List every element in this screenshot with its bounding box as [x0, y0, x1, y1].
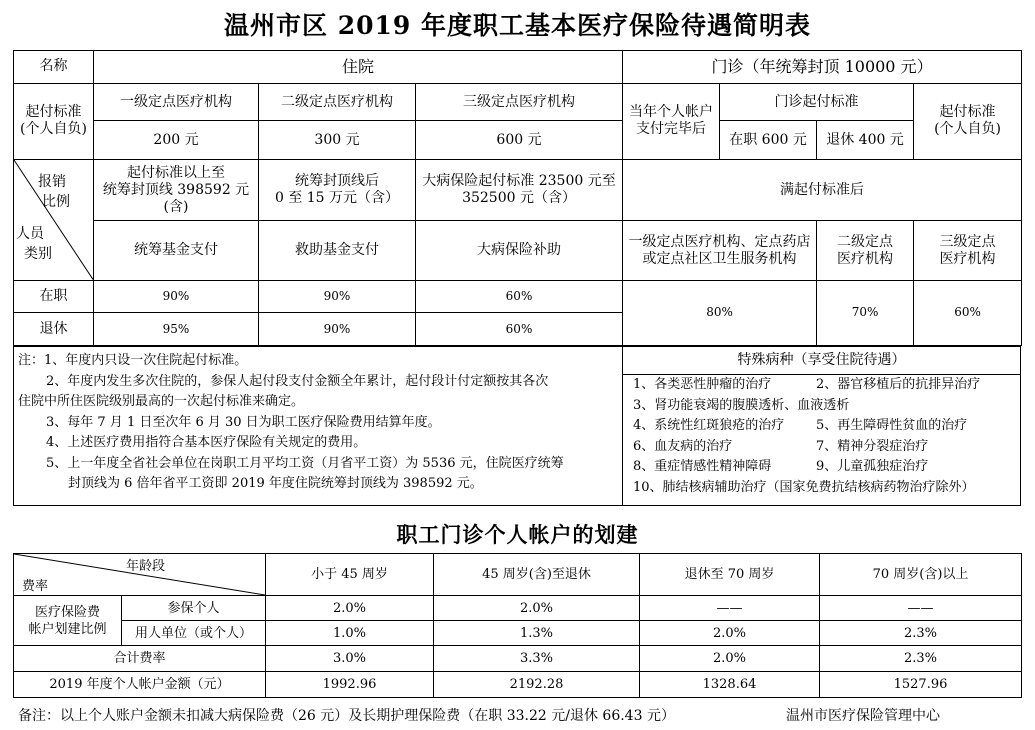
insured-value-3: ——: [640, 596, 820, 621]
working-rate-1: 90%: [94, 280, 259, 313]
notes-section: [13, 346, 622, 506]
diag-category: 类别: [24, 246, 52, 263]
amount-value-2: 2192.28: [434, 672, 640, 698]
age-group-2: 45 周岁(含)至退休: [434, 554, 640, 596]
working-rate-3: 60%: [416, 280, 623, 313]
insured-label: 参保个人: [122, 596, 266, 621]
working-label: 在职: [14, 280, 94, 313]
special-diseases: [622, 346, 1021, 506]
insured-value-4: ——: [820, 596, 1022, 621]
op-level3: 三级定点 医疗机构: [914, 221, 1022, 280]
retired-label: 退休: [14, 313, 94, 346]
special-row: 10、肺结核病辅助治疗（国家免费抗结核病药物治疗除外）: [633, 479, 975, 495]
note-line: 注：1、年度内只设一次住院起付标准。: [18, 353, 248, 368]
fund-relief: 救助基金支付: [259, 221, 416, 280]
diag-reimburse: 报销: [38, 174, 66, 191]
footer: [18, 705, 1018, 725]
note-line: 3、每年 7 月 1 日至次年 6 月 30 日为职工医疗保险费用结算年度。: [46, 414, 441, 430]
special-row: 8、重症情感性精神障碍 9、儿童孤独症治疗: [633, 459, 929, 474]
footer-org: 温州市医疗保险管理中心: [786, 708, 940, 724]
special-row: 3、肾功能衰竭的腹膜透析、血液透析: [633, 397, 850, 413]
level1-label: 一级定点医疗机构: [94, 83, 259, 121]
fund-pool: 统筹基金支付: [94, 221, 259, 280]
special-title: 特殊病种（享受住院待遇）: [623, 347, 1020, 375]
amount-label: 2019 年度个人帐户金额（元）: [14, 672, 266, 698]
op-level1: 一级定点医疗机构、定点药店 或定点社区卫生服务机构: [623, 221, 817, 280]
age-rate-header: [14, 554, 266, 596]
diag-person: 人员: [16, 226, 44, 243]
rate-header: 费率: [22, 579, 49, 594]
op-rate-3: 60%: [914, 280, 1022, 345]
inpatient-header: 住院: [94, 51, 623, 84]
fund-major-illness: 大病保险补助: [416, 221, 623, 280]
op-working-threshold: 在职 600 元: [720, 121, 817, 160]
retired-rate-1: 95%: [94, 313, 259, 346]
age-group-3: 退休至 70 周岁: [640, 554, 820, 596]
note-line: 2、年度内发生多次住院的，参保人起付段支付金额全年累计，起付段计付定额按其各次: [46, 373, 549, 389]
level3-label: 三级定点医疗机构: [416, 83, 623, 121]
level2-amount: 300 元: [259, 121, 416, 160]
name-label: 名称: [14, 51, 94, 84]
op-self-label: 起付标准 (个人自负): [914, 83, 1022, 160]
note-line: 4、上述医疗费用指符合基本医疗保险有关规定的费用。: [46, 435, 367, 450]
total-value-4: 2.3%: [820, 646, 1022, 672]
insured-value-1: 2.0%: [266, 596, 434, 621]
op-rate-1: 80%: [623, 280, 817, 345]
total-value-2: 3.3%: [434, 646, 640, 672]
outpatient-header: 门诊（年统筹封顶 10000 元）: [623, 51, 1022, 84]
threshold-label: 起付标准 (个人自负): [14, 83, 94, 160]
diagonal-header: [14, 160, 94, 280]
level2-label: 二级定点医疗机构: [259, 83, 416, 121]
employer-value-1: 1.0%: [266, 621, 434, 646]
op-level2: 二级定点 医疗机构: [817, 221, 914, 280]
footer-remark: 备注：以上个人账户金额未扣减大病保险费（26 元）及长期护理保险费（在职 33.22 元/退休 66.43 元）: [18, 708, 675, 724]
total-value-3: 2.0%: [640, 646, 820, 672]
benefit-table: [13, 50, 1022, 346]
op-retired-threshold: 退休 400 元: [817, 121, 914, 160]
ratio-label: 医疗保险费 帐户划建比例: [14, 596, 122, 646]
working-rate-2: 90%: [259, 280, 416, 313]
employer-value-2: 1.3%: [434, 621, 640, 646]
range1: 起付标准以上至 统筹封顶线 398592 元(含): [94, 160, 259, 221]
age-group-1: 小于 45 周岁: [266, 554, 434, 596]
amount-value-3: 1328.64: [640, 672, 820, 698]
op-account-label: 当年个人帐户 支付完毕后: [623, 83, 720, 160]
level1-amount: 200 元: [94, 121, 259, 160]
page-title: 温州市区 2019 年度职工基本医疗保险待遇简明表: [224, 11, 811, 40]
retired-rate-3: 60%: [416, 313, 623, 346]
employer-label: 用人单位（或个人）: [122, 621, 266, 646]
op-threshold-label: 门诊起付标准: [720, 83, 914, 121]
account-section-title: 职工门诊个人帐户的划建: [396, 522, 639, 547]
total-value-1: 3.0%: [266, 646, 434, 672]
age-group-4: 70 周岁(含)以上: [820, 554, 1022, 596]
note-line: 5、上一年度全省社会单位在岗职工月平均工资（月省平工资）为 5536 元，住院医疗统筹: [46, 455, 564, 471]
range3: 大病保险起付标准 23500 元至 352500 元（含）: [416, 160, 623, 221]
account-table: [13, 553, 1022, 698]
amount-value-4: 1527.96: [820, 672, 1022, 698]
special-row: 4、系统性红斑狼疮的治疗 5、再生障碍性贫血的治疗: [633, 418, 968, 433]
level3-amount: 600 元: [416, 121, 623, 160]
amount-value-1: 1992.96: [266, 672, 434, 698]
note-line: 住院中所住医院级别最高的一次起付标准来确定。: [18, 394, 305, 409]
age-header: 年龄段: [125, 559, 165, 574]
total-label: 合计费率: [14, 646, 266, 672]
employer-value-4: 2.3%: [820, 621, 1022, 646]
range2: 统筹封顶线后 0 至 15 万元（含）: [259, 160, 416, 221]
special-row: 1、各类恶性肿瘤的治疗 2、器官移植后的抗排异治疗: [633, 377, 981, 392]
note-line: 封顶线为 6 倍年省平工资即 2019 年度住院统筹封顶线为 398592 元。: [68, 476, 483, 491]
op-rate-2: 70%: [817, 280, 914, 345]
special-row: 6、血友病的治疗 7、精神分裂症治疗: [633, 438, 929, 454]
insured-value-2: 2.0%: [434, 596, 640, 621]
employer-value-3: 2.0%: [640, 621, 820, 646]
op-after-threshold: 满起付标准后: [623, 160, 1022, 221]
diag-ratio: 比例: [42, 194, 70, 211]
retired-rate-2: 90%: [259, 313, 416, 346]
